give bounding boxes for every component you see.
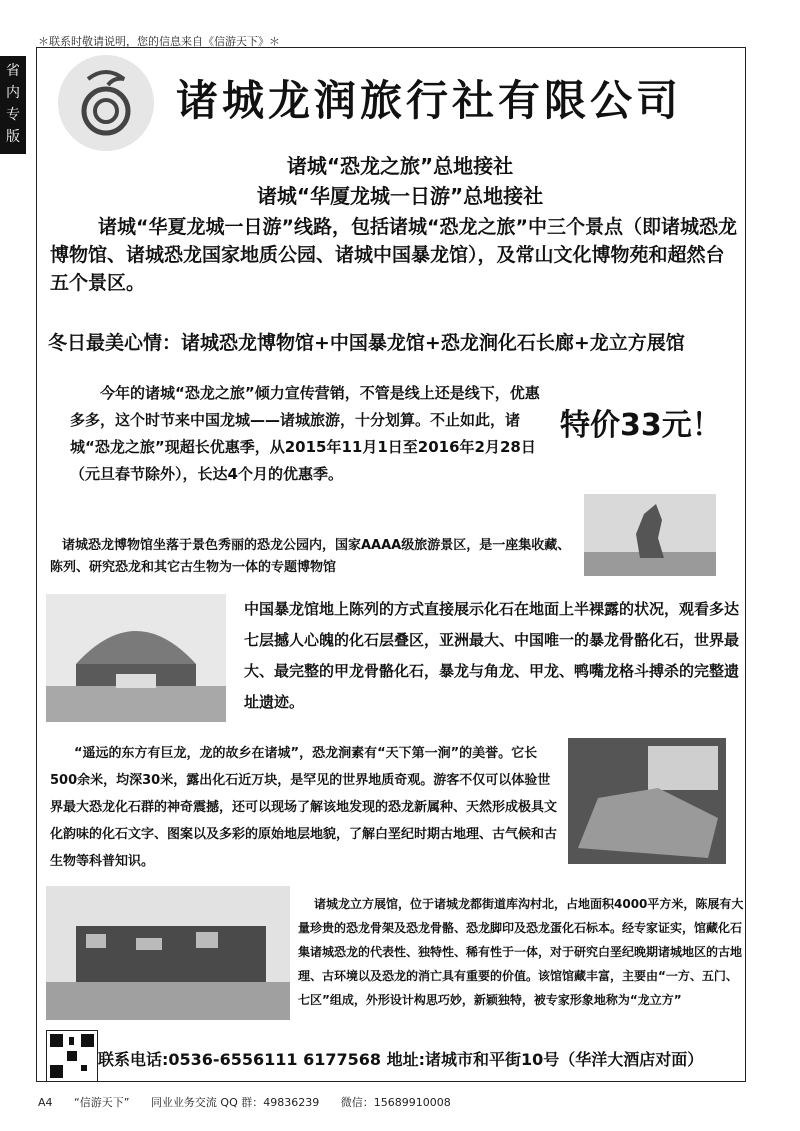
price-tag: 特价33元！	[560, 408, 722, 443]
company-logo	[58, 55, 154, 151]
contact-info: 联系电话:0536-6556111 6177568 地址:诸城市和平街10号（华洋大酒店对面）	[98, 1050, 704, 1069]
tyrannosaur-hall-photo	[46, 594, 226, 722]
intro-paragraph: 诸城“华夏龙城一日游”线路，包括诸城“恐龙之旅”中三个景点（即诸城恐龙博物馆、诸城恐龙国家地质公园、诸城中国暴龙馆），及常山文化博物苑和超然台五个景区。	[50, 216, 737, 294]
qr-code-icon	[46, 1030, 98, 1082]
fossil-ravine-photo	[568, 738, 726, 864]
subtitle-dinosaur-tour: 诸城“恐龙之旅”总地接社	[286, 154, 514, 178]
ravine-paragraph: “遥远的东方有巨龙，龙的故乡在诸城”，恐龙涧素有“天下第一涧”的美誉。它长500余米，均深30米，露出化石近万块，是罕见的世界地质奇观。游客不仅可以体验世界最大恐龙化石群的神奇震撼，还可以现场了解该地发现的恐龙新属种、天然形成极具文化韵味的化石文字、图案以及多彩的原始地层地貌，了解白垩纪时期古地理、古气候和古生物等科普知识。	[50, 746, 558, 869]
dragon-cube-photo	[46, 886, 290, 1020]
top-note: ＊联系时敬请说明，您的信息来自《信游天下》＊	[38, 35, 280, 48]
subtitle-day-tour: 诸城“华厦龙城一日游”总地接社	[256, 184, 544, 208]
dragon-logo-icon	[58, 55, 154, 151]
footer-qq: 同业业务交流 QQ 群：49836239	[150, 1096, 320, 1109]
page-number: A4	[38, 1096, 53, 1109]
footer-brand: “信游天下”	[74, 1096, 130, 1109]
winter-route: 冬日最美心情：诸城恐龙博物馆+中国暴龙馆+恐龙涧化石长廊+龙立方展馆	[48, 332, 685, 354]
side-tab: 省内专版	[0, 56, 26, 154]
tyrannosaur-paragraph: 中国暴龙馆地上陈列的方式直接展示化石在地面上半裸露的状况，观看多达七层撼人心魄的化石层叠区，亚洲最大、中国唯一的暴龙骨骼化石，世界最大、最完整的甲龙骨骼化石，暴龙与角龙、甲龙、鸭嘴龙格斗搏杀的完整遗址遗迹。	[244, 600, 740, 711]
footer-wechat: 微信：15689910008	[340, 1096, 451, 1109]
company-name: 诸城龙润旅行社有限公司	[176, 76, 683, 125]
dragon-cube-paragraph: 诸城龙立方展馆，位于诸城龙都街道库沟村北，占地面积4000平方米，陈展有大量珍贵的恐龙骨架及恐龙骨骼、恐龙脚印及恐龙蛋化石标本。经专家证实，馆藏化石集诸城恐龙的代表性、独特性、稀有性于一体，对于研究白垩纪晚期诸城地区的古地理、古环境以及恐龙的消亡具有重要的价值。该馆馆藏丰富，主要由“一方、五门、七区”组成，外形设计构思巧妙，新颖独特，被专家形象地称为“龙立方”	[298, 897, 744, 1007]
sculpture-photo	[584, 494, 716, 576]
museum-paragraph: 诸城恐龙博物馆坐落于景色秀丽的恐龙公园内，国家AAAA级旅游景区，是一座集收藏、陈列、研究恐龙和其它古生物为一体的专题博物馆	[50, 538, 571, 575]
promo-paragraph: 今年的诸城“恐龙之旅”倾力宣传营销，不管是线上还是线下，优惠多多，这个时节来中国龙城——诸城旅游，十分划算。不止如此，诸城“恐龙之旅”现超长优惠季，从2015年11月1日至2016年2月28日（元旦春节除外），长达4个月的优惠季。	[70, 384, 540, 483]
footer	[38, 1094, 469, 1110]
